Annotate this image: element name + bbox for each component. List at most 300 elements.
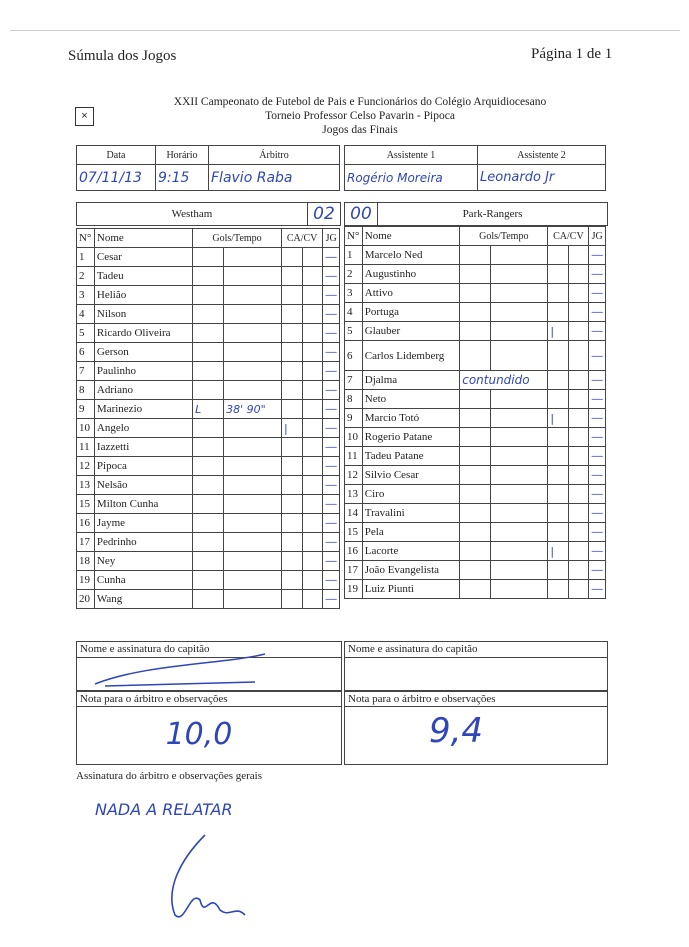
jg-mark: — [589,265,606,284]
title-line-1: XXII Campeonato de Futebol de Pais e Funcionários do Colégio Arquidiocesano [173,96,547,108]
goal-mark [193,286,224,305]
right-note-label: Nota para o árbitro e observações [348,693,496,705]
card-extra [568,580,589,599]
player-number: 3 [345,284,363,303]
card-extra [568,485,589,504]
card-mark [548,523,569,542]
label-time: Horário [156,146,209,165]
player-name: Gerson [94,343,192,362]
jg-mark: — [323,362,340,381]
player-number: 14 [345,504,363,523]
goal-time [224,381,282,400]
player-number: 19 [345,580,363,599]
label-referee: Árbitro [209,146,340,165]
player-name: Ney [94,552,192,571]
right-player-row [345,322,606,341]
player-number: 4 [345,303,363,322]
label-assistant-1: Assistente 1 [345,146,478,165]
card-extra [568,265,589,284]
card-mark [281,324,302,343]
goal-time [224,286,282,305]
jg-mark: — [323,305,340,324]
right-player-row [345,341,606,371]
goal-time [224,514,282,533]
goal-mark [193,362,224,381]
document-title: Súmula dos Jogos [68,48,177,64]
left-player-row [77,571,340,590]
goal-time [490,523,547,542]
player-name: Angelo [94,419,192,438]
card-mark [548,303,569,322]
goal-time [490,428,547,447]
player-number: 1 [345,246,363,265]
player-name: Djalma [362,371,459,390]
left-player-row [77,267,340,286]
left-note-divider [77,706,341,707]
goal-time [224,343,282,362]
assistants-table [344,145,606,191]
card-extra [302,438,323,457]
goal-mark [460,428,491,447]
jg-mark: — [589,504,606,523]
jg-mark: — [323,495,340,514]
left-player-row [77,552,340,571]
jg-mark: — [589,523,606,542]
left-player-row [77,476,340,495]
player-name: Luiz Piunti [362,580,459,599]
card-extra [568,341,589,371]
jg-mark: — [323,533,340,552]
goal-mark [193,267,224,286]
col-goals: Gols/Tempo [193,229,282,248]
goal-mark [460,447,491,466]
player-number: 10 [77,419,95,438]
right-players-table [344,226,606,599]
player-number: 8 [77,381,95,400]
left-player-row [77,362,340,381]
player-number: 2 [77,267,95,286]
goal-time [224,457,282,476]
goal-time [490,265,547,284]
card-mark [548,371,569,390]
left-player-row [77,286,340,305]
player-name: Tadeu Patane [362,447,459,466]
card-mark: | [548,542,569,561]
col-goals: Gols/Tempo [460,227,548,246]
right-player-row [345,561,606,580]
goal-time [224,305,282,324]
goal-time [224,495,282,514]
card-extra [302,552,323,571]
card-extra [568,409,589,428]
player-number: 2 [345,265,363,284]
card-extra [568,284,589,303]
col-number: N° [345,227,363,246]
col-name: Nome [94,229,192,248]
title-line-2: Torneio Professor Celso Pavarin - Pipoca [265,110,455,122]
goal-time [224,267,282,286]
team-left-score: 02 [307,202,341,226]
goal-mark [460,504,491,523]
card-mark [548,504,569,523]
goal-time [224,476,282,495]
goal-time [490,246,547,265]
goal-mark [460,580,491,599]
card-mark [281,343,302,362]
right-player-row [345,466,606,485]
goal-mark [193,343,224,362]
jg-mark: — [589,341,606,371]
jg-mark: — [323,476,340,495]
goal-mark [460,485,491,504]
right-note-divider [345,706,607,707]
card-mark [281,476,302,495]
card-mark [281,400,302,419]
title-line-3: Jogos das Finais [322,124,398,136]
player-name: Neto [362,390,459,409]
left-player-row [77,590,340,609]
goal-mark [460,303,491,322]
right-header-row [345,227,606,246]
card-mark [281,533,302,552]
goal-time [490,580,547,599]
goal-mark [193,533,224,552]
goal-time: 38' 90" [224,400,282,419]
goal-time [224,533,282,552]
goal-mark [193,324,224,343]
left-player-row [77,533,340,552]
card-mark [281,457,302,476]
goal-time [224,362,282,381]
card-extra [302,286,323,305]
jg-mark: — [323,419,340,438]
left-note-box [76,691,342,765]
player-name: Ciro [362,485,459,504]
goal-mark: L [193,400,224,419]
player-number: 17 [77,533,95,552]
player-name: Pela [362,523,459,542]
card-mark [281,267,302,286]
player-name: Cesar [94,248,192,267]
card-extra [568,523,589,542]
card-mark [548,341,569,371]
card-extra [302,248,323,267]
card-mark [281,248,302,267]
card-extra [302,343,323,362]
card-extra [302,514,323,533]
card-extra [568,428,589,447]
right-player-row [345,504,606,523]
right-note-box [344,691,608,765]
card-extra [302,533,323,552]
player-number: 12 [345,466,363,485]
page-indicator: Página 1 de 1 [531,46,613,62]
player-name: João Evangelista [362,561,459,580]
card-mark [548,447,569,466]
player-name: Attivo [362,284,459,303]
player-name: Silvio Cesar [362,466,459,485]
left-captain-signature [85,644,275,692]
right-captain-divider [345,657,607,658]
general-label: Assinatura do árbitro e observações gerais [76,770,263,782]
goal-mark [193,590,224,609]
goal-time [490,504,547,523]
right-captain-label: Nome e assinatura do capitão [348,643,478,655]
general-note: NADA A RELATAR [95,800,233,819]
col-jg: JG [589,227,606,246]
player-number: 6 [77,343,95,362]
goal-mark [193,419,224,438]
player-number: 15 [345,523,363,542]
card-extra [302,476,323,495]
left-player-row [77,457,340,476]
goal-mark [193,476,224,495]
goal-mark [193,305,224,324]
card-extra [568,466,589,485]
card-extra [568,246,589,265]
player-name: Cunha [94,571,192,590]
card-mark [281,590,302,609]
player-number: 11 [345,447,363,466]
left-captain-label: Nome e assinatura do capitão [80,643,210,655]
player-name: Marinezio [94,400,192,419]
goal-time [490,284,547,303]
card-extra [568,371,589,390]
card-mark [548,284,569,303]
goal-time [224,552,282,571]
team-right-name: Park-Rangers [377,202,608,226]
card-extra [302,419,323,438]
right-player-row [345,265,606,284]
right-player-row [345,523,606,542]
goal-mark: contundido [460,371,548,390]
left-player-row [77,400,340,419]
right-player-row [345,284,606,303]
left-note-label: Nota para o árbitro e observações [80,693,228,705]
card-mark: | [548,322,569,341]
card-mark [548,265,569,284]
card-mark [548,246,569,265]
card-extra [302,362,323,381]
col-jg: JG [323,229,340,248]
player-name: Rogerio Patane [362,428,459,447]
goal-mark [460,341,491,371]
card-extra [302,495,323,514]
goal-time [224,248,282,267]
jg-mark: — [589,561,606,580]
player-name: Augustinho [362,265,459,284]
right-player-row [345,447,606,466]
player-number: 4 [77,305,95,324]
jg-mark: — [589,371,606,390]
left-player-row [77,324,340,343]
championship-titles [110,95,610,137]
right-player-row [345,371,606,390]
left-player-row [77,305,340,324]
player-number: 16 [345,542,363,561]
card-mark [281,381,302,400]
player-name: Travalini [362,504,459,523]
player-name: Pedrinho [94,533,192,552]
close-icon[interactable]: × [75,107,94,126]
card-extra [302,305,323,324]
goal-time [490,485,547,504]
jg-mark: — [589,284,606,303]
goal-time [490,542,547,561]
goal-mark [193,438,224,457]
player-name: Nelsão [94,476,192,495]
player-name: Helião [94,286,192,305]
player-number: 10 [345,428,363,447]
goal-time [490,390,547,409]
left-players-table [76,228,340,609]
jg-mark: — [323,400,340,419]
card-mark [281,571,302,590]
card-extra [302,381,323,400]
card-mark [548,561,569,580]
jg-mark: — [589,322,606,341]
jg-mark: — [323,571,340,590]
jg-mark: — [589,485,606,504]
goal-time [490,322,547,341]
goal-mark [460,466,491,485]
card-mark: | [281,419,302,438]
player-name: Paulinho [94,362,192,381]
player-name: Lacorte [362,542,459,561]
player-number: 6 [345,341,363,371]
player-number: 20 [77,590,95,609]
jg-mark: — [589,303,606,322]
player-number: 16 [77,514,95,533]
goal-mark [460,284,491,303]
goal-time [490,409,547,428]
goal-mark [460,561,491,580]
right-player-row [345,390,606,409]
player-number: 1 [77,248,95,267]
value-assistant-1: Rogério Moreira [345,165,478,191]
label-assistant-2: Assistente 2 [478,146,606,165]
goal-mark [460,542,491,561]
player-number: 18 [77,552,95,571]
goal-time [224,324,282,343]
left-player-row [77,419,340,438]
card-mark [281,552,302,571]
jg-mark: — [323,324,340,343]
card-mark [281,495,302,514]
col-name: Nome [362,227,459,246]
jg-mark: — [323,381,340,400]
card-extra [302,400,323,419]
right-player-row [345,580,606,599]
card-extra [302,324,323,343]
goal-mark [460,523,491,542]
col-cards: CA/CV [281,229,322,248]
goal-mark [193,495,224,514]
jg-mark: — [589,390,606,409]
player-number: 9 [77,400,95,419]
card-mark [548,485,569,504]
player-name: Ricardo Oliveira [94,324,192,343]
value-assistant-2: Leonardo Jr [478,165,606,191]
goal-mark [460,409,491,428]
player-name: Portuga [362,303,459,322]
jg-mark: — [323,438,340,457]
player-name: Pipoca [94,457,192,476]
card-extra [302,590,323,609]
goal-mark [460,390,491,409]
goal-mark [193,457,224,476]
match-info-table [76,145,340,191]
player-number: 8 [345,390,363,409]
jg-mark: — [589,580,606,599]
right-captain-box [344,641,608,691]
jg-mark: — [323,590,340,609]
right-player-row [345,485,606,504]
goal-time [224,419,282,438]
jg-mark: — [323,552,340,571]
player-name: Carlos Lidemberg [362,341,459,371]
goal-mark [193,552,224,571]
card-extra [568,322,589,341]
player-number: 11 [77,438,95,457]
card-extra [568,303,589,322]
left-header-row [77,229,340,248]
left-player-row [77,438,340,457]
card-extra [568,561,589,580]
player-name: Marcio Totó [362,409,459,428]
card-extra [302,571,323,590]
right-player-row [345,428,606,447]
referee-signature [150,830,270,930]
player-name: Marcelo Ned [362,246,459,265]
goal-time [490,303,547,322]
top-border-line [10,30,680,31]
label-date: Data [77,146,156,165]
goal-mark [193,248,224,267]
goal-mark [193,571,224,590]
jg-mark: — [323,514,340,533]
player-name: Milton Cunha [94,495,192,514]
goal-time [224,438,282,457]
player-name: Wang [94,590,192,609]
right-player-row [345,409,606,428]
player-name: Adriano [94,381,192,400]
right-player-row [345,542,606,561]
col-cards: CA/CV [548,227,589,246]
card-mark [281,362,302,381]
jg-mark: — [589,447,606,466]
player-number: 19 [77,571,95,590]
value-time: 9:15 [156,165,209,191]
value-date: 07/11/13 [77,165,156,191]
jg-mark: — [323,343,340,362]
player-number: 12 [77,457,95,476]
goal-time [490,447,547,466]
player-number: 7 [345,371,363,390]
card-extra [568,542,589,561]
right-player-row [345,246,606,265]
jg-mark: — [323,457,340,476]
goal-time [490,561,547,580]
player-number: 3 [77,286,95,305]
card-extra [302,457,323,476]
card-extra [568,504,589,523]
left-player-row [77,381,340,400]
jg-mark: — [589,542,606,561]
right-player-row [345,303,606,322]
team-left-name: Westham [76,202,308,226]
card-mark [548,466,569,485]
